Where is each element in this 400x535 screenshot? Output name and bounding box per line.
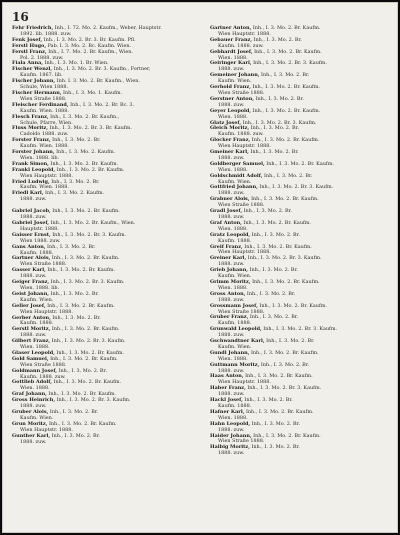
entry-details: Inh., I. 3. Mo. 2. Br. Kaufm. — [264, 160, 334, 167]
entry-details: Inh., I. 3. Mo. 2. Br. 3. Kaufm. — [245, 385, 322, 392]
entry-details: Inh., I. 3. Mo. 2. Kaufm. — [43, 190, 105, 197]
entry-name: Grun Moritz, — [12, 420, 48, 427]
entry-continuation: Kaufm. 1888. zuw. — [218, 131, 264, 138]
entry-details: Inh., I. 3. Mo. 2. Br. Kaufm. — [242, 243, 312, 250]
entry-continuation: Wien. 1888. — [218, 355, 248, 362]
entry-name: Gabriel Josef, — [12, 220, 50, 226]
entry-details: Inh., I. 3. Mo. 2. Br. — [248, 314, 299, 321]
entry-continuation: Kaufm. 1888. — [218, 237, 252, 244]
entry-continuation: Wien. 1888. — [218, 284, 248, 291]
entry-details: Inh., I. 3. Mo. 2. Br. — [50, 432, 100, 439]
entry-name: Flesch Franz, — [12, 113, 49, 120]
entry-details: Inh., I. 3. Mo. 2. Kaufm. — [54, 149, 116, 156]
entry-details: Inh., I. 3. Mo. 2. Br. — [48, 290, 99, 297]
entry-continuation: 1888. zuw. — [218, 66, 245, 73]
right-column — [208, 26, 394, 457]
entry-name: Gerstner Anton, — [210, 95, 254, 102]
entry-continuation: Kaufm. 1888. — [20, 249, 54, 256]
entry-continuation: Pol. 2. 1888. zuw. — [20, 54, 64, 61]
entry-continuation: 1888. zuw. — [218, 101, 245, 108]
entry-details: Inh., I. 3. Mo. 2. Br. — [253, 95, 304, 102]
entry-details: Inh., I. 3. Mo. 2. Br. Kaufm. — [251, 25, 321, 31]
entry-details: Inh., I. 3. Mo. 2. Br. Kaufm. — [48, 355, 118, 362]
entry-continuation: Wien. 1888. lib. — [20, 154, 60, 161]
entry-details: Inh., I. 3. Mo. 2. Br. — [242, 397, 293, 404]
entry-name: Guttmann Moritz, — [210, 361, 260, 368]
entry-continuation: Kaufm. 1888. — [20, 320, 54, 327]
entry-continuation: Wien. 1888. — [218, 414, 248, 421]
entry-name: Gebauer Franz, — [210, 36, 252, 43]
entry-name: Glocker Franz, — [210, 137, 251, 144]
entry-details: Inh., I. 3. Mo. 2. Br. Kaufm. — [249, 349, 319, 356]
entry-continuation: 1888. zuw. — [20, 403, 47, 410]
entry-continuation: 1888. zuw. — [20, 332, 47, 339]
entry-continuation: Wien Straße 1888. — [218, 202, 265, 209]
entry-details: Inh., I. 3. Mo. 2. Br. Kaufm. — [241, 219, 311, 226]
entry-continuation: Kaufm. 1888. zuw. — [20, 373, 66, 380]
entry-name: Fenk Josef, — [12, 36, 43, 43]
entry-details: Inh., I. 3. Mo. 2. Br. Kaufm. — [244, 408, 314, 415]
entry-name: Graf Anton, — [210, 219, 242, 226]
entry-continuation: Wien Straße 1888. — [20, 361, 67, 368]
entry-continuation: Wien Hauptstr. 1888. — [218, 379, 271, 386]
entry-continuation: Wien 1888. zuw. — [20, 237, 61, 244]
entry-continuation: Wien Straße 1888. — [20, 261, 67, 268]
entry-continuation: Wien. 1888. — [218, 166, 248, 173]
entry-continuation: Wien Straße 1888. — [218, 438, 265, 445]
entry-name: Fiala Anna, — [12, 60, 44, 67]
entry-continuation: Wien Hauptstr. 1888. — [20, 172, 73, 179]
entry-name: Gilbert Franz, — [12, 338, 51, 345]
entry-name: Grossmann Josef, — [210, 302, 258, 309]
entry-continuation: Schule, Wien 1888. — [20, 84, 69, 91]
entry-name: Greiner Karl, — [210, 255, 247, 262]
entry-name: Haas Anton, — [210, 373, 244, 380]
entry-continuation: Wien Straße 1888. — [218, 308, 265, 315]
entry-details: Inh., I. 3. Mo. 2. Br. Kaufm. — [251, 432, 321, 439]
entry-name: Ferstl Hugo, — [12, 42, 47, 49]
entry-name: Geller Josef, — [12, 302, 46, 309]
entry-continuation: Wien Hauptstr. 1888. — [20, 426, 73, 433]
entry-details: Pab. I. 3. Mo. 2. Bc. Kaufm. Wien. — [46, 42, 132, 49]
entry-name: Geiringer Karl, — [210, 60, 252, 67]
entry-name: Gratz Leopold, — [210, 231, 251, 238]
entry-details: Inh., I. 3. Mo. 2. Br. Kaufm. — [50, 255, 120, 262]
entry-name: Fluss Moritz, — [12, 125, 48, 132]
entry-details: Inh., I. 3. Mo. 2. Br. — [249, 125, 299, 132]
entry-continuation: 1888. zuw. — [218, 190, 245, 197]
entry-continuation: Kaufm. Wien. — [218, 273, 252, 280]
page-number: 16 — [12, 10, 29, 24]
entry-name: Gartner Anton, — [210, 25, 252, 31]
entry-name: Friedl Karl, — [12, 190, 44, 197]
entry-details: Inh., I. 3. Mo. 2. Br. — [247, 267, 298, 274]
entry-continuation: Wien Hauptstr. 1888. — [20, 308, 73, 315]
entry-name: Fischer Johann, — [12, 78, 56, 85]
left-column — [10, 26, 196, 445]
entry-details: Inh., I. 3. Mo. 2. Br. — [250, 231, 300, 238]
entry-details: Inh., I. 3. Mo. 2. Br. — [259, 72, 310, 79]
entry-details: Inh., I. 3. Mo. 2. Br. Kaufm. — [50, 326, 120, 333]
entry-name: Fischer Wenzl, — [12, 66, 53, 73]
entry-name: Gerber Anton, — [12, 314, 51, 321]
entry-details: Inh., I. 3. Mo. 2. Br. 3. Kaufm. — [50, 338, 126, 345]
entry-continuation: 1888. zuw. — [218, 332, 245, 339]
entry-name: Fried Ludwig, — [12, 178, 50, 185]
entry-details: Inh., I. 3. Mo. 2. Br. 3. Kaufm. — [55, 397, 131, 404]
entry-continuation: Wien. 1888. — [218, 54, 248, 61]
entry-name: Gasser Karl, — [12, 267, 46, 274]
entry-name: Gunther Karl, — [12, 432, 51, 439]
entry-continuation: 1888. zuw. — [218, 426, 245, 433]
entry-details: Inh., I. 3. Mo. 2. Br. 3. Br. Kaufm. Pfl. — [42, 36, 136, 43]
entry-details: Inh., I. 3. Mo. 2. Br. — [259, 361, 310, 368]
entry-continuation: Kaufm. Wien. — [218, 78, 252, 85]
entry-details: Inh., I. 3. Mo. 2. Br. — [57, 367, 107, 374]
entry-details: Inh., I. 3. Mo. 2. Br. 3. Kaufm. — [251, 60, 327, 67]
entry-name: Gebhardt Josef, — [210, 48, 253, 55]
entry-continuation: Kaufm. 1867. lib. — [20, 72, 63, 79]
entry-details: Inh. I. 3. Mo. 2. Br. Kaufm., Wien. — [55, 78, 140, 85]
entry-details: Inh., I. 3. Mo. 2. Br. Kaufm. — [257, 302, 327, 309]
entry-continuation: 1888. zuw. — [218, 367, 245, 374]
entry-continuation: Wien. 1888. — [218, 225, 248, 232]
entry-name: Graf Johann, — [12, 391, 47, 398]
directory-entry — [10, 434, 196, 446]
entry-name: Fehr Friedrich, — [12, 25, 54, 31]
entry-name: Glatz Josef, — [210, 119, 242, 126]
entry-details: Inh., I. 3. Mo. 2. Br. 3. Kaufm. — [246, 255, 322, 262]
entry-continuation: Kaufm. Wien. 1888. — [20, 184, 69, 191]
entry-name: Gschwandtner Karl, — [210, 338, 265, 345]
entry-name: Fischer Hermann, — [12, 89, 62, 96]
entry-details: Inh., I. 3. Mo. 2. Br. — [245, 290, 296, 297]
entry-details: Inh., I. 3. Mo. 2. Br. — [49, 178, 100, 185]
entry-name: Geyer Leopold, — [210, 107, 251, 114]
entry-details: Inh., I. 3. Mo. 2. Br. Kaufm. — [54, 349, 124, 356]
entry-name: Forster Johann, — [12, 149, 55, 156]
entry-name: Gradl Josef, — [210, 208, 243, 215]
entry-details: Inh., I. 3. Mo. 2. Br. 3. Kaufm. — [49, 279, 125, 286]
entry-continuation: 1888. zuw. — [218, 261, 245, 268]
entry-details: Inh., I. 3. Mo. 2. Br. 3. Kaufm. — [50, 231, 127, 238]
entry-details: Inh., I. 3. Mo. 2. Br. — [249, 444, 300, 451]
entry-name: Hahn Leopold, — [210, 420, 251, 427]
entry-continuation: Hauptstr. 1888. — [20, 225, 59, 232]
entry-name: Gans Anton, — [12, 243, 46, 250]
entry-name: Gaisser Ernst, — [12, 231, 51, 238]
entry-continuation: 1888. zuw. — [218, 214, 245, 220]
entry-name: Goldberger Samuel, — [210, 160, 265, 167]
entry-continuation: 1888. zuw. — [20, 438, 47, 445]
entry-name: Forster Franz, — [12, 137, 51, 144]
entry-continuation: Wien. 1888. lib. — [20, 284, 60, 291]
entry-details: Inh., I. 3. Mo. 2. Br. Kaufm. — [55, 166, 125, 173]
entry-name: Gabriel Jacob, — [12, 208, 51, 215]
entry-details: Inh., I. 3. Mo. 2. Br. Kaufm. — [45, 302, 115, 309]
entry-name: Grieb Johann, — [210, 267, 248, 274]
entry-details: Inh., I. 72. Mo. 2. Kaufm., Weber, Hauptstr. — [53, 25, 162, 31]
entry-name: Hackl Josef, — [210, 397, 243, 404]
entry-continuation: 1888. zuw. — [218, 450, 245, 457]
entry-name: Gross Heinrich, — [12, 397, 56, 404]
entry-details: Inh., I. 3. Mo. 2. Br. 3. Kaufm. — [257, 184, 334, 191]
entry-name: Goldschmidt Adolf, — [210, 172, 263, 179]
entry-name: Geiger Franz, — [12, 279, 50, 286]
entry-details: Inh., I. 3. Mo. 2. Br. — [50, 137, 101, 144]
entry-name: Gruber Alois, — [12, 409, 49, 415]
entry-continuation: Kaufm. Wien. 1888. — [20, 143, 69, 150]
entry-name: Frankl Leopold, — [12, 166, 56, 173]
entry-details: Inh., I. 3. Mo. 2. Br. — [50, 314, 101, 321]
entry-continuation: Wien Straße 1888. — [20, 95, 67, 102]
entry-details: Inh., I. 3. Mo. 2. Br. Kaufm. — [249, 196, 319, 203]
entry-continuation: Wien. 1888. — [20, 385, 50, 392]
entry-details: Inh., I. 3. Mo. 2. Br. — [252, 36, 302, 43]
entry-details: Inh., I. 3. Mo. 2. Br. — [45, 243, 96, 250]
entry-name: Gottlieb Adolf, — [12, 379, 52, 386]
entry-continuation: 1888. zuw. — [20, 273, 47, 280]
entry-name: Hafner Karl, — [210, 408, 245, 415]
entry-continuation: Wien Hauptstr. 1888. — [218, 143, 271, 150]
entry-continuation: Kaufm. Wien. — [20, 414, 54, 421]
entry-details: Inh., I. 3. Mo. 2. Br. Kaufm. — [250, 137, 320, 144]
entry-name: Grabner Alois, — [210, 196, 250, 203]
entry-continuation: 1888. zuw. — [218, 391, 245, 398]
entry-continuation: Wien Hauptstr. 1888. — [218, 249, 271, 256]
entry-name: Gerhold Franz, — [210, 84, 251, 91]
entry-details: Inh., I. 3. Mo. 2. Br. Kaufm. — [45, 267, 115, 274]
entry-name: Haber Franz, — [210, 385, 246, 392]
entry-name: Gleich Moritz, — [210, 125, 250, 132]
entry-name: Glaser Leopold, — [12, 349, 55, 356]
entry-details: Inh., I. 3. Mo. 2. Br. Kaufm. — [46, 391, 116, 398]
entry-name: Gmeiner Karl, — [210, 149, 249, 156]
entry-details: Inh., I. 3. Mo. 2. Br. Kaufm., Wien. — [49, 220, 136, 226]
entry-name: Gartner Alois, — [12, 255, 51, 262]
entry-continuation: 1888. zuw. — [218, 154, 245, 161]
entry-details: Inh., I. 3. Mo. 2. Br. 3. Kaufm., Fortner, — [52, 66, 151, 73]
entry-name: Gundl Johann, — [210, 349, 250, 356]
entry-name: Grunwald Leopold, — [210, 326, 262, 333]
entry-name: Goldmann Josef, — [12, 367, 58, 374]
entry-details: Inh., I. 3. Mo. 1. Kaufm. — [61, 89, 123, 96]
entry-details: Inh., I. 3. Mo. 2. Br. Bc. 3. — [68, 101, 135, 108]
entry-details: Inh., I. 3. Mo. 2. Br. Kaufm. — [250, 84, 320, 91]
entry-name: Frank Simon, — [12, 160, 49, 167]
entry-details: Inh., I. 3. Mo. 2. Br. 3. Br. Kaufm. — [47, 125, 132, 132]
entry-details: Inh., I. 3. Mo. 2. Br. Kaufm. — [50, 208, 120, 215]
entry-details: Inh., I. 3. Mo. 2. Br. Kaufm. — [51, 379, 122, 386]
entry-continuation: 1892. lib. 1888. zuw. — [20, 30, 72, 37]
entry-details: Inh., I. 3. Mo. 2. Br. 3. Kaufm. — [241, 119, 317, 126]
entry-continuation: 1888. zuw. — [20, 196, 47, 203]
entry-details: Inh., I. 3. Mo. 2. Br. — [242, 208, 292, 215]
entry-continuation: Kaufm. Wien. 1888. — [20, 107, 69, 114]
entry-details: Inh., I. 3. Mo. 1. Br. Wien. — [43, 60, 109, 67]
entry-name: Geist Johann, — [12, 290, 49, 297]
directory-entry — [208, 445, 394, 457]
entry-columns — [10, 26, 394, 531]
entry-details: Inh., I. 3. Mo. 2. Br. Kaufm. — [251, 107, 321, 114]
entry-details: Inh., I. 3. Mo. 2. Br. Kaufm. — [47, 420, 117, 427]
entry-continuation: 1888. zuw. — [218, 296, 245, 303]
directory-page — [2, 2, 398, 533]
entry-details: Inh., I. 3. Mo. 2. Br. — [48, 409, 99, 415]
entry-continuation: Kaufm. 1888. — [218, 403, 252, 409]
entry-name: Gemeiner Johann, — [210, 72, 260, 79]
entry-details: Inh., I. 3. Mo. 2. Br. — [250, 420, 300, 427]
entry-continuation: Wien Straße 1888. — [218, 89, 265, 96]
entry-name: Gruber Franz, — [210, 314, 249, 321]
entry-details: Inh., I. 3. Mo. 2. Br. — [264, 338, 315, 345]
entry-name: Ferstl Franz, — [12, 48, 47, 55]
entry-details: Inh., I. 3. Mo. 2. Br. — [262, 172, 313, 179]
entry-name: Gerstl Moritz, — [12, 326, 51, 333]
entry-continuation: Kaufm. Wien. — [218, 178, 252, 185]
entry-continuation: Schule, Pfarre, Wien. — [20, 119, 73, 126]
entry-name: Greif Franz, — [210, 243, 243, 250]
entry-continuation: 1888. zuw. — [20, 214, 47, 221]
entry-details: Inh., I. 3. Mo. 2. Br. Kaufm. — [250, 278, 320, 285]
entry-continuation: Wien Hauptstr. 1888. — [218, 30, 271, 37]
directory-entry — [10, 191, 196, 203]
entry-continuation: Wien. 1888. — [20, 344, 50, 351]
entry-details: Inh., I. 3. Mo. 2. Br. Kaufm., — [48, 113, 120, 120]
entry-continuation: Wien. 1888. — [218, 113, 248, 120]
entry-continuation: Kaufm. Wien. — [218, 343, 252, 350]
entry-name: Gold Samuel, — [12, 355, 49, 362]
entry-name: Gross Anton, — [210, 290, 246, 297]
entry-details: Inh., I. 3. Mo. 2. Br. Kaufm. — [48, 160, 119, 167]
entry-continuation: Cadoldo 1888. zuw. — [20, 131, 69, 138]
entry-details: Inh., I. 3. Mo. 2. Br. 3. Kaufm. — [261, 326, 338, 333]
entry-details: Inh., I. 7. Mo. 2. Br. Kaufm., Wien. — [46, 48, 133, 55]
entry-continuation: Kaufm. Wien. — [20, 296, 54, 303]
entry-continuation: Kaufm. 1888. zuw. — [218, 42, 264, 49]
entry-name: Fleischer Ferdinand, — [12, 101, 69, 108]
entry-name: Gottfried Johann, — [210, 184, 258, 191]
entry-continuation: Kaufm. 1888. — [218, 320, 252, 327]
entry-details: Inh., I. 3. Mo. 2. Br. Kaufm. — [252, 48, 322, 55]
entry-details: Inh., I. 3. Mo. 2. Br. Kaufm. — [243, 373, 313, 380]
entry-name: Halbig Moritz, — [210, 444, 250, 451]
entry-name: Haider Johann, — [210, 432, 252, 439]
entry-name: Grimm Moritz, — [210, 278, 251, 285]
entry-details: Inh., I. 3. Mo. 2. Br. — [248, 149, 299, 156]
